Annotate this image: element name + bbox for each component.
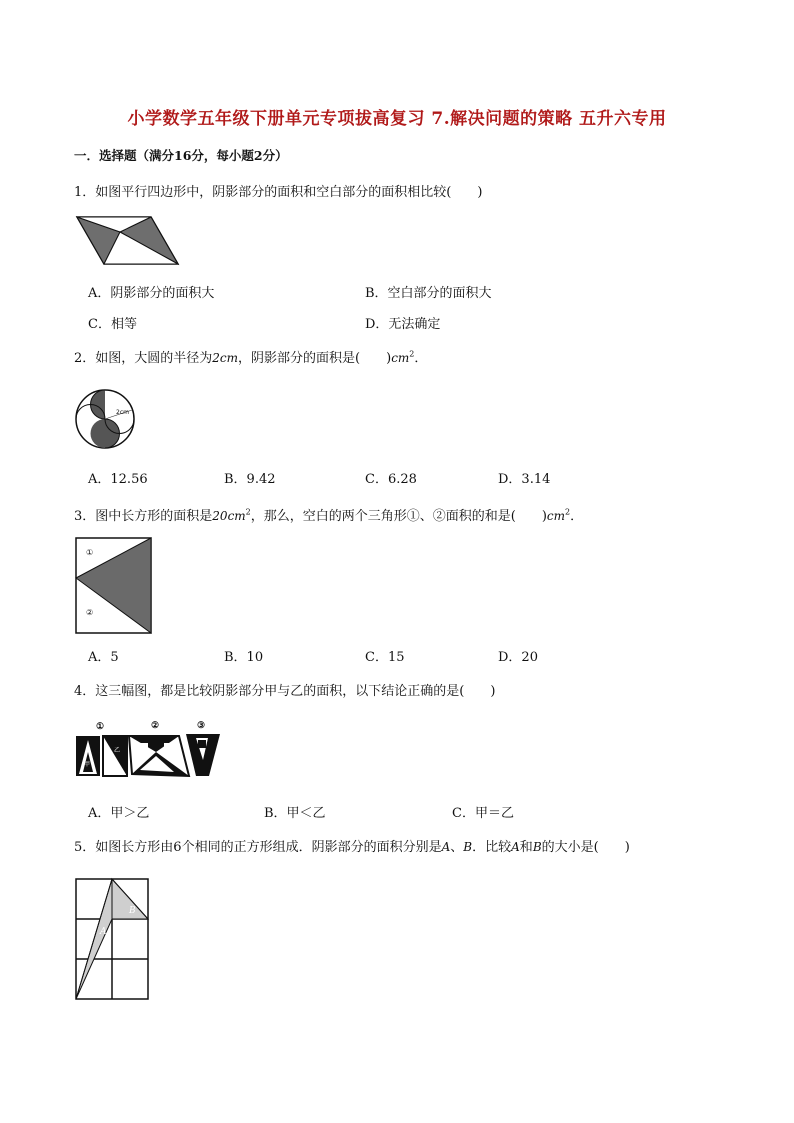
option-3c[interactable]: C．15 (365, 650, 405, 665)
option-4c[interactable]: C．甲＝乙 (452, 806, 514, 821)
region-a-label: A (100, 927, 107, 937)
area-value: 20cm (212, 509, 246, 523)
radius-value: 2cm (212, 351, 239, 365)
question-text: 的大小是( ) (541, 840, 630, 855)
radius-label: 2cm (116, 409, 129, 416)
option-4b[interactable]: B．甲＜乙 (264, 806, 326, 821)
option-1d[interactable]: D．无法确定 (365, 317, 441, 332)
triangle-2-label: ② (86, 608, 94, 617)
question-text: 这三幅图，都是比较阴影部分甲与乙的面积，以下结论正确的是( ) (95, 684, 496, 699)
question-text: 、 (450, 840, 464, 855)
page-title: 小学数学五年级下册单元专项拔高复习 7.解决问题的策略 五升六专用 (127, 109, 667, 129)
option-4a[interactable]: A．甲＞乙 (88, 806, 150, 821)
circle-figure (74, 388, 136, 450)
question-text: 如图，大圆的半径为 (95, 351, 213, 366)
question-text: 如图长方形由 (95, 840, 174, 855)
parallelogram-figure (74, 212, 184, 268)
section-heading: 一．选择题（满分16分，每小题2分） (74, 148, 288, 163)
question-text: 个相同的正方形组成．阴影部分的面积分别是 (181, 840, 442, 855)
variable: B (463, 840, 473, 854)
figure-2-label: ② (151, 721, 160, 731)
option-2d[interactable]: D．3.14 (498, 472, 551, 487)
question-text: ，阴影部分的面积是( ) (238, 351, 392, 366)
option-1b[interactable]: B．空白部分的面积大 (365, 286, 492, 301)
question-text: 如图平行四边形中，阴影部分的面积和空白部分的面积相比较( ) (95, 185, 483, 200)
option-3b[interactable]: B．10 (224, 650, 264, 665)
square-count: 6 (173, 840, 182, 855)
question-2 (74, 347, 427, 366)
option-2a[interactable]: A．12.56 (88, 472, 148, 487)
jia-label: 甲 (84, 761, 91, 768)
question-text: 和 (519, 840, 533, 855)
grid-figure (74, 876, 152, 1004)
question-text: ，那么，空白的两个三角形①、②面积的和是( ) (250, 509, 547, 524)
question-3 (74, 505, 583, 524)
unit-exponent: 2 (245, 507, 251, 517)
question-text: ． (570, 509, 584, 524)
question-number: 5． (74, 840, 96, 855)
question-text: ．比较 (472, 840, 512, 855)
figure-3-label: ③ (197, 721, 206, 731)
question-4 (74, 680, 495, 699)
triangle-1-label: ① (86, 548, 94, 557)
region-b-label: B (129, 906, 136, 916)
question-number: 4． (74, 684, 96, 699)
question-1 (74, 181, 482, 200)
option-3d[interactable]: D．20 (498, 650, 538, 665)
question-text: 图中长方形的面积是 (95, 509, 213, 524)
unit-exponent: 2 (565, 507, 571, 517)
option-2c[interactable]: C．6.28 (365, 472, 417, 487)
comparison-figures (74, 716, 224, 780)
variable: A (441, 840, 451, 854)
variable: B (532, 840, 542, 854)
question-number: 2． (74, 351, 96, 366)
figure-1-label: ① (96, 722, 105, 732)
unit-exponent: 2 (409, 349, 415, 359)
question-text: ． (414, 351, 428, 366)
variable: A (511, 840, 520, 854)
question-number: 1． (74, 185, 96, 200)
question-5 (74, 836, 630, 855)
question-number: 3． (74, 509, 96, 524)
unit: cm (546, 509, 566, 523)
unit: cm (391, 351, 410, 365)
option-1a[interactable]: A．阴影部分的面积大 (88, 286, 215, 301)
yi-label: 乙 (114, 747, 121, 754)
option-3a[interactable]: A．5 (88, 650, 119, 665)
option-2b[interactable]: B．9.42 (224, 472, 276, 487)
option-1c[interactable]: C．相等 (88, 317, 137, 332)
rectangle-figure (74, 536, 154, 636)
